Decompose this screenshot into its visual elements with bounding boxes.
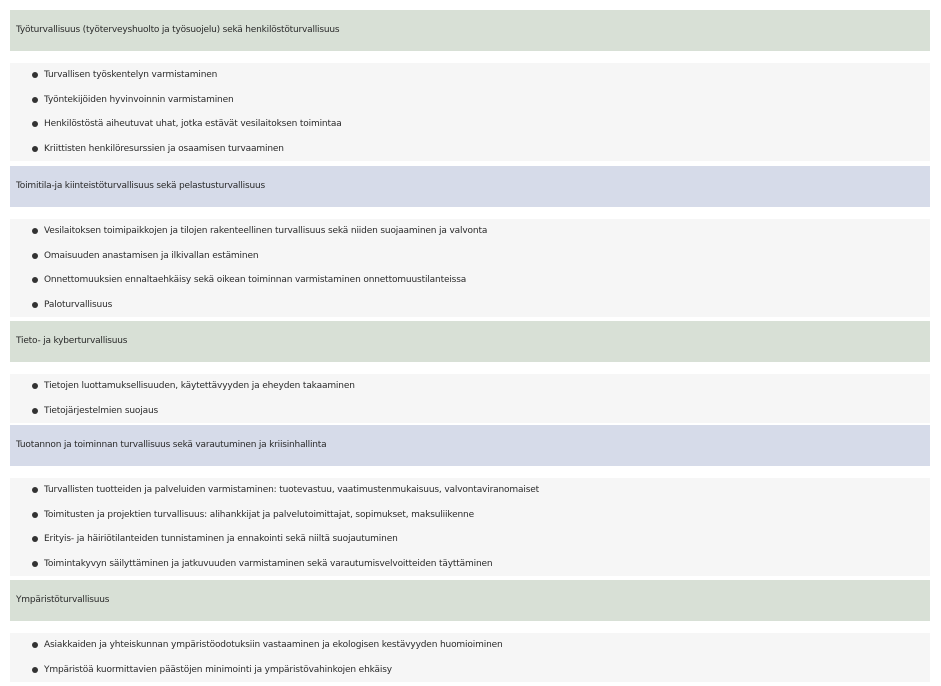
section-body	[10, 374, 930, 423]
list-item	[10, 88, 930, 113]
section-header: Ympäristöturvallisuus	[10, 580, 930, 621]
list-item	[10, 552, 930, 577]
bullet-icon	[32, 642, 38, 648]
section-header: Tuotannon ja toiminnan turvallisuus sekä varautuminen ja kriisinhallinta	[10, 425, 930, 466]
list-item-text: Onnettomuuksien ennaltaehkäisy sekä oikean toiminnan varmistaminen onnettomuustilanteissa	[44, 275, 467, 286]
list-item-text: Vesilaitoksen toimipaikkojen ja tilojen rakenteellinen turvallisuus sekä niiden suojaaminen ja valvonta	[44, 226, 488, 236]
list-item	[10, 374, 930, 399]
section-environmental-safety	[10, 580, 930, 682]
bullet-icon	[32, 302, 38, 308]
list-item-text: Paloturvallisuus	[44, 299, 113, 310]
list-item	[10, 137, 930, 162]
list-item	[10, 244, 930, 269]
bullet-icon	[32, 487, 38, 493]
section-facility-safety	[10, 166, 930, 317]
section-body	[10, 633, 930, 682]
list-item-text: Omaisuuden anastamisen ja ilkivallan estäminen	[44, 250, 259, 261]
section-occupational-safety	[10, 10, 930, 161]
bullet-icon	[32, 536, 38, 542]
list-item-text: Toimintakyvyn säilyttäminen ja jatkuvuuden varmistaminen sekä varautumisvelvoitteiden täyttäminen	[44, 558, 493, 569]
bullet-icon	[32, 228, 38, 234]
section-production-safety	[10, 425, 930, 576]
bullet-icon	[32, 253, 38, 259]
list-item-text: Toimitusten ja projektien turvallisuus: alihankkijat ja palvelutoimittajat, sopimukset, maksuliikenne	[44, 509, 474, 520]
list-item-text: Erityis- ja häiriötilanteiden tunnistaminen ja ennakointi sekä niiltä suojautuminen	[44, 534, 398, 545]
bullet-icon	[32, 146, 38, 152]
list-item-text: Turvallisten tuotteiden ja palveluiden varmistaminen: tuotevastuu, vaatimustenmukaisuus, valvontaviranomaiset	[44, 485, 540, 495]
section-body	[10, 219, 930, 317]
list-item	[10, 658, 930, 683]
section-header: Toimitila-ja kiinteistöturvallisuus sekä pelastusturvallisuus	[10, 166, 930, 207]
bullet-icon	[32, 383, 38, 389]
bullet-icon	[32, 512, 38, 518]
list-item-text: Turvallisen työskentelyn varmistaminen	[44, 70, 218, 80]
section-body	[10, 478, 930, 576]
list-item	[10, 293, 930, 318]
list-item-text: Ympäristöä kuormittavien päästöjen minimointi ja ympäristövahinkojen ehkäisy	[44, 664, 392, 675]
list-item-text: Tietojen luottamuksellisuuden, käytettävyyden ja eheyden takaaminen	[44, 381, 355, 391]
bullet-icon	[32, 97, 38, 103]
bullet-icon	[32, 72, 38, 78]
list-item	[10, 478, 930, 503]
list-item	[10, 503, 930, 528]
bullet-icon	[32, 408, 38, 414]
list-item	[10, 527, 930, 552]
list-item	[10, 633, 930, 658]
list-item	[10, 399, 930, 424]
list-item	[10, 63, 930, 88]
list-item	[10, 112, 930, 137]
list-item-text: Henkilöstöstä aiheutuvat uhat, jotka estävät vesilaitoksen toimintaa	[44, 119, 342, 130]
bullet-icon	[32, 121, 38, 127]
section-header: Tieto- ja kyberturvallisuus	[10, 321, 930, 362]
list-item	[10, 219, 930, 244]
bullet-icon	[32, 277, 38, 283]
section-header: Työturvallisuus (työterveyshuolto ja työsuojelu) sekä henkilöstöturvallisuus	[10, 10, 930, 51]
list-item-text: Kriittisten henkilöresurssien ja osaamisen turvaaminen	[44, 143, 284, 154]
bullet-icon	[32, 561, 38, 567]
bullet-icon	[32, 667, 38, 673]
list-item	[10, 268, 930, 293]
list-item-text: Asiakkaiden ja yhteiskunnan ympäristöodotuksiin vastaaminen ja ekologisen kestävyyden huomioiminen	[44, 640, 503, 650]
section-cyber-security	[10, 321, 930, 423]
section-body	[10, 63, 930, 161]
list-item-text: Työntekijöiden hyvinvoinnin varmistaminen	[44, 94, 234, 105]
list-item-text: Tietojärjestelmien suojaus	[44, 405, 159, 416]
